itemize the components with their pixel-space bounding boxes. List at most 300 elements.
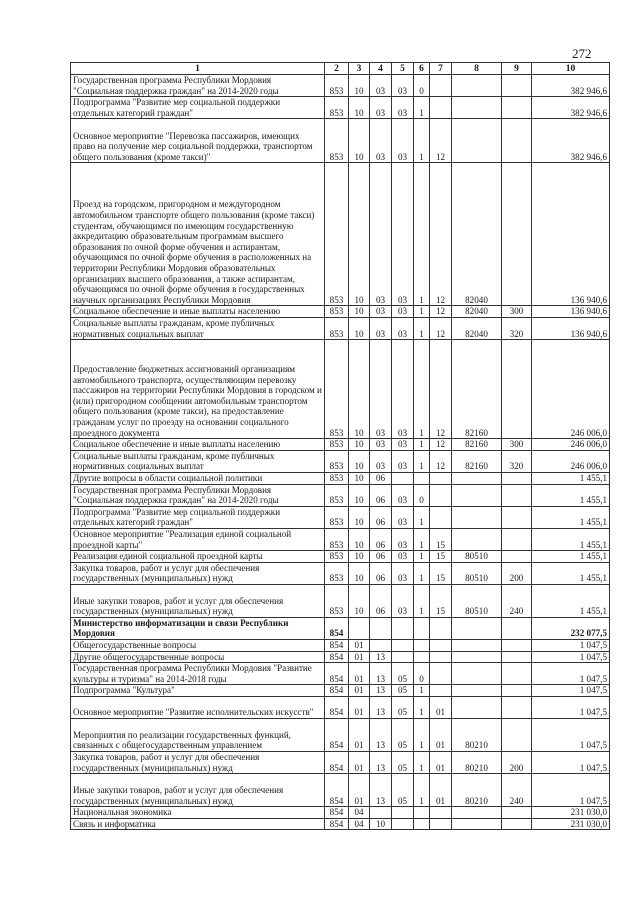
amount: 1 455,1 (532, 484, 610, 506)
code-event (430, 97, 452, 119)
code-subsection: 06 (370, 472, 392, 484)
code-subprogram: 1 (414, 163, 430, 306)
row-name: Реализация единой социальной проездной карты (71, 551, 325, 563)
table-row (71, 584, 610, 617)
code-direction: 82160 (452, 340, 502, 439)
code-program: 03 (392, 317, 414, 339)
header-cell: 10 (532, 63, 610, 75)
row-name: Закупка товаров, работ и услуг для обеспечения государственных (муниципальных) нужд (71, 562, 325, 584)
header-cell: 4 (370, 63, 392, 75)
code-subprogram (414, 617, 430, 639)
code-section: 01 (349, 697, 370, 719)
code-program: 03 (392, 75, 414, 97)
code-ministry: 853 (325, 506, 349, 528)
table-row (71, 306, 610, 318)
code-subprogram: 1 (414, 506, 430, 528)
code-event: 01 (430, 719, 452, 752)
code-subprogram (414, 651, 430, 663)
code-subprogram: 1 (414, 774, 430, 807)
code-event: 12 (430, 340, 452, 439)
code-expense-type: 240 (502, 584, 532, 617)
header-cell: 5 (392, 63, 414, 75)
code-program: 03 (392, 551, 414, 563)
code-section: 10 (349, 340, 370, 439)
code-direction: 82040 (452, 306, 502, 318)
code-direction (452, 528, 502, 550)
code-subsection: 06 (370, 506, 392, 528)
code-subsection: 03 (370, 97, 392, 119)
code-expense-type (502, 551, 532, 563)
code-subprogram: 1 (414, 719, 430, 752)
row-name: Государственная программа Республики Мордовия "Социальная поддержка граждан" на 2014-2020 годы (71, 484, 325, 506)
code-event (430, 472, 452, 484)
code-expense-type (502, 685, 532, 697)
header-cell: 6 (414, 63, 430, 75)
code-ministry: 853 (325, 97, 349, 119)
table-row (71, 450, 610, 472)
code-subsection (370, 807, 392, 819)
table-row (71, 663, 610, 685)
code-section: 01 (349, 651, 370, 663)
code-section (349, 617, 370, 639)
code-section: 10 (349, 75, 370, 97)
code-subsection: 13 (370, 719, 392, 752)
code-direction (452, 651, 502, 663)
table-row (71, 752, 610, 774)
code-subprogram: 1 (414, 439, 430, 451)
code-ministry: 853 (325, 562, 349, 584)
code-event: 01 (430, 774, 452, 807)
row-name: Основное мероприятие "Развитие исполнительских искусств" (71, 697, 325, 719)
code-program (392, 472, 414, 484)
code-direction: 80510 (452, 584, 502, 617)
code-subsection: 03 (370, 119, 392, 163)
code-subprogram: 1 (414, 450, 430, 472)
code-program: 03 (392, 119, 414, 163)
code-event (430, 807, 452, 819)
code-ministry: 853 (325, 450, 349, 472)
amount: 1 047,5 (532, 663, 610, 685)
table-row (71, 651, 610, 663)
code-direction (452, 697, 502, 719)
amount: 231 030,0 (532, 807, 610, 819)
code-event: 12 (430, 450, 452, 472)
code-ministry: 853 (325, 119, 349, 163)
code-subsection: 13 (370, 752, 392, 774)
code-section: 01 (349, 663, 370, 685)
code-section: 10 (349, 484, 370, 506)
code-subsection: 13 (370, 685, 392, 697)
row-name: Другие вопросы в области социальной политики (71, 472, 325, 484)
row-name: Другие общегосударственные вопросы (71, 651, 325, 663)
code-subprogram: 1 (414, 306, 430, 318)
row-name: Социальное обеспечение и иные выплаты населению (71, 439, 325, 451)
code-subsection: 13 (370, 774, 392, 807)
table-row (71, 774, 610, 807)
row-name: Основное мероприятие "Реализация единой социальной проездной карты" (71, 528, 325, 550)
code-section: 10 (349, 306, 370, 318)
code-direction (452, 685, 502, 697)
code-direction (452, 663, 502, 685)
code-event: 12 (430, 163, 452, 306)
code-event (430, 506, 452, 528)
table-row (71, 317, 610, 339)
code-ministry: 853 (325, 340, 349, 439)
code-ministry: 854 (325, 697, 349, 719)
code-event (430, 617, 452, 639)
row-name: Министерство информатизации и связи Республики Мордовия (71, 617, 325, 639)
code-expense-type (502, 75, 532, 97)
code-ministry: 853 (325, 75, 349, 97)
amount: 382 946,6 (532, 119, 610, 163)
code-ministry: 854 (325, 774, 349, 807)
code-ministry: 854 (325, 617, 349, 639)
code-subprogram (414, 818, 430, 830)
code-direction: 80210 (452, 719, 502, 752)
code-program: 03 (392, 450, 414, 472)
amount: 382 946,6 (532, 97, 610, 119)
code-event (430, 651, 452, 663)
code-section: 10 (349, 584, 370, 617)
code-subsection: 06 (370, 484, 392, 506)
code-direction (452, 506, 502, 528)
row-name: Социальное обеспечение и иные выплаты населению (71, 306, 325, 318)
code-direction (452, 75, 502, 97)
code-subsection: 03 (370, 317, 392, 339)
code-subsection: 03 (370, 163, 392, 306)
code-expense-type (502, 484, 532, 506)
table-row (71, 528, 610, 550)
amount: 1 047,5 (532, 685, 610, 697)
code-program: 05 (392, 685, 414, 697)
code-program (392, 617, 414, 639)
amount: 246 006,0 (532, 340, 610, 439)
code-event: 15 (430, 528, 452, 550)
row-name: Закупка товаров, работ и услуг для обеспечения государственных (муниципальных) нужд (71, 752, 325, 774)
header-cell: 1 (71, 63, 325, 75)
code-expense-type: 320 (502, 450, 532, 472)
code-event (430, 663, 452, 685)
code-direction: 82040 (452, 317, 502, 339)
code-section: 10 (349, 317, 370, 339)
code-expense-type (502, 640, 532, 652)
code-section: 10 (349, 439, 370, 451)
amount: 1 455,1 (532, 528, 610, 550)
code-event: 01 (430, 752, 452, 774)
amount: 246 006,0 (532, 450, 610, 472)
code-subsection (370, 617, 392, 639)
code-direction: 82160 (452, 450, 502, 472)
code-expense-type (502, 528, 532, 550)
code-ministry: 853 (325, 528, 349, 550)
code-expense-type (502, 651, 532, 663)
table-row (71, 685, 610, 697)
code-program: 03 (392, 484, 414, 506)
amount: 1 047,5 (532, 719, 610, 752)
code-program: 03 (392, 584, 414, 617)
code-subprogram: 1 (414, 584, 430, 617)
code-expense-type: 240 (502, 774, 532, 807)
code-subprogram: 1 (414, 685, 430, 697)
code-section: 10 (349, 551, 370, 563)
amount: 1 455,1 (532, 472, 610, 484)
code-program: 03 (392, 439, 414, 451)
code-section: 10 (349, 119, 370, 163)
code-subsection: 06 (370, 528, 392, 550)
code-expense-type: 300 (502, 439, 532, 451)
code-section: 10 (349, 450, 370, 472)
code-section: 01 (349, 685, 370, 697)
row-name: Мероприятия по реализации государственных функций, связанных с общегосударственным управлением (71, 719, 325, 752)
code-expense-type (502, 617, 532, 639)
table-row (71, 439, 610, 451)
code-event: 15 (430, 562, 452, 584)
table-row (71, 340, 610, 439)
code-subsection: 10 (370, 818, 392, 830)
code-event: 12 (430, 119, 452, 163)
page-number: 272 (572, 46, 592, 61)
code-event (430, 685, 452, 697)
code-subsection: 06 (370, 562, 392, 584)
code-direction: 80210 (452, 774, 502, 807)
code-program (392, 651, 414, 663)
code-section: 10 (349, 163, 370, 306)
header-cell: 3 (349, 63, 370, 75)
table-row (71, 640, 610, 652)
code-program: 03 (392, 163, 414, 306)
code-ministry: 853 (325, 484, 349, 506)
code-ministry: 854 (325, 663, 349, 685)
amount: 1 047,5 (532, 752, 610, 774)
code-direction (452, 484, 502, 506)
code-event: 15 (430, 584, 452, 617)
code-direction: 80210 (452, 752, 502, 774)
code-ministry: 854 (325, 807, 349, 819)
code-expense-type (502, 719, 532, 752)
table-row (71, 506, 610, 528)
code-expense-type: 200 (502, 752, 532, 774)
amount: 136 940,6 (532, 306, 610, 318)
code-ministry: 854 (325, 752, 349, 774)
code-subprogram: 1 (414, 562, 430, 584)
code-direction (452, 472, 502, 484)
code-expense-type (502, 663, 532, 685)
amount: 1 047,5 (532, 697, 610, 719)
code-ministry: 854 (325, 818, 349, 830)
amount: 1 047,5 (532, 774, 610, 807)
code-direction: 82160 (452, 439, 502, 451)
code-subsection: 06 (370, 584, 392, 617)
row-name: Социальные выплаты гражданам, кроме публичных нормативных социальных выплат (71, 450, 325, 472)
code-expense-type: 300 (502, 306, 532, 318)
code-direction: 82040 (452, 163, 502, 306)
header-cell: 8 (452, 63, 502, 75)
code-event: 15 (430, 551, 452, 563)
table-row (71, 719, 610, 752)
code-event: 12 (430, 439, 452, 451)
code-ministry: 853 (325, 439, 349, 451)
code-event: 12 (430, 317, 452, 339)
code-program: 03 (392, 97, 414, 119)
code-event (430, 75, 452, 97)
table-row (71, 472, 610, 484)
code-expense-type (502, 807, 532, 819)
code-subprogram: 0 (414, 663, 430, 685)
code-expense-type: 200 (502, 562, 532, 584)
row-name: Связь и информатика (71, 818, 325, 830)
amount: 1 455,1 (532, 562, 610, 584)
code-program (392, 640, 414, 652)
table-row (71, 75, 610, 97)
table-row (71, 119, 610, 163)
code-subprogram: 1 (414, 697, 430, 719)
amount: 1 455,1 (532, 506, 610, 528)
code-expense-type (502, 340, 532, 439)
code-section: 04 (349, 818, 370, 830)
row-name: Государственная программа Республики Мордовия "Развитие культуры и туризма" на 2014-2018 годы (71, 663, 325, 685)
code-section: 10 (349, 528, 370, 550)
table-row (71, 562, 610, 584)
code-ministry: 854 (325, 651, 349, 663)
row-name: Подпрограмма "Развитие мер социальной поддержки отдельных категорий граждан" (71, 97, 325, 119)
code-ministry: 853 (325, 163, 349, 306)
code-event: 12 (430, 306, 452, 318)
row-name: Иные закупки товаров, работ и услуг для обеспечения государственных (муниципальных) нужд (71, 774, 325, 807)
code-subsection: 06 (370, 551, 392, 563)
amount: 1 047,5 (532, 651, 610, 663)
amount: 1 455,1 (532, 551, 610, 563)
code-subprogram: 1 (414, 340, 430, 439)
code-ministry: 853 (325, 317, 349, 339)
row-name: Подпрограмма "Развитие мер социальной поддержки отдельных категорий граждан" (71, 506, 325, 528)
code-subprogram: 1 (414, 119, 430, 163)
code-program (392, 818, 414, 830)
code-event (430, 484, 452, 506)
code-subsection: 03 (370, 439, 392, 451)
table-row (71, 807, 610, 819)
code-program: 05 (392, 752, 414, 774)
amount: 246 006,0 (532, 439, 610, 451)
code-direction (452, 640, 502, 652)
code-section: 10 (349, 562, 370, 584)
code-ministry: 854 (325, 640, 349, 652)
code-ministry: 854 (325, 719, 349, 752)
code-subsection (370, 640, 392, 652)
code-subprogram: 1 (414, 317, 430, 339)
row-name: Общегосударственные вопросы (71, 640, 325, 652)
row-name: Социальные выплаты гражданам, кроме публичных нормативных социальных выплат (71, 317, 325, 339)
table-row (71, 818, 610, 830)
code-program (392, 807, 414, 819)
row-name: Проезд на городском, пригородном и междугородном автомобильном транспорте общего пользования (кроме такси) студентам, обучающимся по имеющим государственную аккредитацию образовательным программам высшего образования по очной форме обучения и аспирантам, обучающимся по очной форме обучения в расположенных на территории Республики Мордовия образовательных организациях высшего образования, а также аспирантам, обучающимся по очной форме обучения в государственных научных организациях Республики Мордовия (71, 163, 325, 306)
code-expense-type (502, 472, 532, 484)
code-expense-type (502, 697, 532, 719)
code-subprogram (414, 807, 430, 819)
code-section: 10 (349, 472, 370, 484)
code-section: 01 (349, 719, 370, 752)
amount: 1 047,5 (532, 640, 610, 652)
code-subsection: 03 (370, 340, 392, 439)
code-subsection: 03 (370, 75, 392, 97)
code-subsection: 13 (370, 651, 392, 663)
row-name: Государственная программа Республики Мордовия "Социальная поддержка граждан" на 2014-2020 годы (71, 75, 325, 97)
code-expense-type (502, 818, 532, 830)
code-subsection: 13 (370, 663, 392, 685)
amount: 136 940,6 (532, 317, 610, 339)
code-direction (452, 119, 502, 163)
code-ministry: 853 (325, 551, 349, 563)
code-direction (452, 818, 502, 830)
table-row (71, 97, 610, 119)
code-subprogram: 1 (414, 551, 430, 563)
code-ministry: 853 (325, 584, 349, 617)
header-row (71, 63, 610, 75)
code-direction: 80510 (452, 562, 502, 584)
code-expense-type: 320 (502, 317, 532, 339)
code-subprogram (414, 640, 430, 652)
code-program: 03 (392, 506, 414, 528)
row-name: Предоставление бюджетных ассигнований организациям автомобильного транспорта, осуществляющим перевозку пассажиров на территории Республики Мордовия в городском и (или) пригородном сообщении автомобильным транспортом общего пользования (кроме такси), на предоставление гражданам услуг по проезду на основании социального проездного документа (71, 340, 325, 439)
code-program: 05 (392, 663, 414, 685)
code-subsection: 13 (370, 697, 392, 719)
header-cell: 7 (430, 63, 452, 75)
code-section: 04 (349, 807, 370, 819)
row-name: Подпрограмма "Культура" (71, 685, 325, 697)
code-direction (452, 617, 502, 639)
table-row (71, 551, 610, 563)
code-ministry: 853 (325, 306, 349, 318)
budget-table (70, 62, 610, 830)
table-row (71, 484, 610, 506)
row-name: Национальная экономика (71, 807, 325, 819)
code-expense-type (502, 97, 532, 119)
code-program: 03 (392, 340, 414, 439)
code-section: 01 (349, 752, 370, 774)
code-section: 01 (349, 774, 370, 807)
code-ministry: 853 (325, 472, 349, 484)
code-subprogram: 0 (414, 484, 430, 506)
row-name: Иные закупки товаров, работ и услуг для обеспечения государственных (муниципальных) нужд (71, 584, 325, 617)
header-cell: 2 (325, 63, 349, 75)
code-program: 05 (392, 719, 414, 752)
header-cell: 9 (502, 63, 532, 75)
code-direction (452, 97, 502, 119)
code-program: 03 (392, 528, 414, 550)
code-subprogram: 1 (414, 528, 430, 550)
code-subprogram: 1 (414, 752, 430, 774)
table-row (71, 163, 610, 306)
code-subprogram: 0 (414, 75, 430, 97)
amount: 232 077,5 (532, 617, 610, 639)
code-subsection: 03 (370, 450, 392, 472)
code-section: 01 (349, 640, 370, 652)
code-expense-type (502, 506, 532, 528)
table-row (71, 617, 610, 639)
code-direction: 80510 (452, 551, 502, 563)
code-expense-type (502, 163, 532, 306)
amount: 136 940,6 (532, 163, 610, 306)
row-name: Основное мероприятие "Перевозка пассажиров, имеющих право на получение мер социальной поддержки, транспортом общего пользования (кроме такси)" (71, 119, 325, 163)
code-section: 10 (349, 97, 370, 119)
amount: 1 455,1 (532, 584, 610, 617)
code-event: 01 (430, 697, 452, 719)
code-direction (452, 807, 502, 819)
code-event (430, 818, 452, 830)
code-program: 05 (392, 774, 414, 807)
code-expense-type (502, 119, 532, 163)
code-subprogram (414, 472, 430, 484)
code-event (430, 640, 452, 652)
